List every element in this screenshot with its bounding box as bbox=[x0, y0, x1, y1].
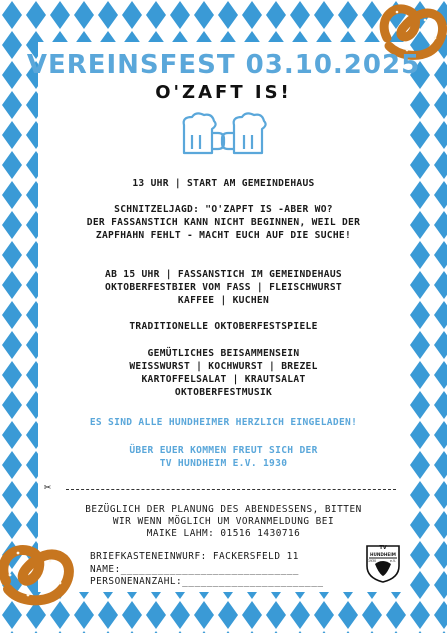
plan-line-3: MAIKE LAHM: 01516 1430716 bbox=[146, 528, 301, 539]
plan-line-2: WIR WENN MÖGLICH UM VORANMELDUNG BEI bbox=[112, 516, 335, 527]
badge-left-year: 1930 bbox=[368, 559, 377, 563]
social-line-4: OKTOBERFESTMUSIK bbox=[174, 387, 273, 398]
plan-line-1: BEZÜGLICH DER PLANUNG DES ABENDESSENS, BITTEN bbox=[85, 504, 362, 515]
games-line: TRADITIONELLE OKTOBERFESTSPIELE bbox=[129, 321, 318, 332]
tap-line-1: AB 15 UHR | FASSANSTICH IM GEMEINDEHAUS bbox=[105, 269, 342, 280]
social-line-1: GEMÜTLICHES BEISAMMENSEIN bbox=[147, 348, 300, 359]
host-line-1: ÜBER EUER KOMMEN FREUT SICH DER bbox=[129, 445, 318, 456]
start-line: 13 UHR | START AM GEMEINDEHAUS bbox=[132, 178, 315, 189]
social-line-2: WEISSWURST | KOCHWURST | BREZEL bbox=[129, 361, 318, 372]
host-line-2: TV HUNDHEIM E.V. 1930 bbox=[159, 458, 288, 469]
hunt-line-2: DER FASSANSTICH KANN NICHT BEGINNEN, WEIL DER bbox=[86, 217, 361, 228]
tap-line-3: KAFFEE | KUCHEN bbox=[177, 295, 270, 306]
hunt-line-3: ZAPFHAHN FEHLT - MACHT EUCH AUF DIE SUCHE! bbox=[95, 230, 352, 241]
pretzel-icon bbox=[0, 539, 76, 609]
dashed-divider bbox=[66, 489, 396, 490]
hunt-line-1: SCHNITZELJAGD: "O'ZAPFT IS -ABER WO? bbox=[114, 204, 333, 215]
invite-line: ES SIND ALLE HUNDHEIMER HERZLICH EINGELADEN! bbox=[89, 417, 358, 428]
social-line-3: KARTOFFELSALAT | KRAUTSALAT bbox=[141, 374, 306, 385]
tap-line-2: OKTOBERFESTBIER VOM FASS | FLEISCHWURST bbox=[105, 282, 342, 293]
cut-line bbox=[44, 480, 396, 494]
mailbox-line: BRIEFKASTENEINWURF: FACKERSFELD 11 bbox=[90, 551, 299, 562]
badge-right-year: e.V. bbox=[390, 559, 396, 563]
badge-letters: TV bbox=[379, 545, 387, 551]
name-field[interactable]: NAME:_____________________________ bbox=[90, 564, 299, 575]
event-title: VEREINSFEST 03.10.2025 bbox=[26, 50, 421, 80]
persons-field[interactable]: PERSONENANZAHL:_______________________ bbox=[90, 576, 324, 587]
badge-club-name: HUNDHEIM bbox=[370, 552, 396, 557]
club-badge bbox=[365, 544, 401, 588]
scissors-icon: ✂ bbox=[44, 480, 52, 494]
beer-mugs-icon bbox=[170, 111, 276, 161]
event-subtitle: O'ZAFT IS! bbox=[155, 82, 292, 103]
